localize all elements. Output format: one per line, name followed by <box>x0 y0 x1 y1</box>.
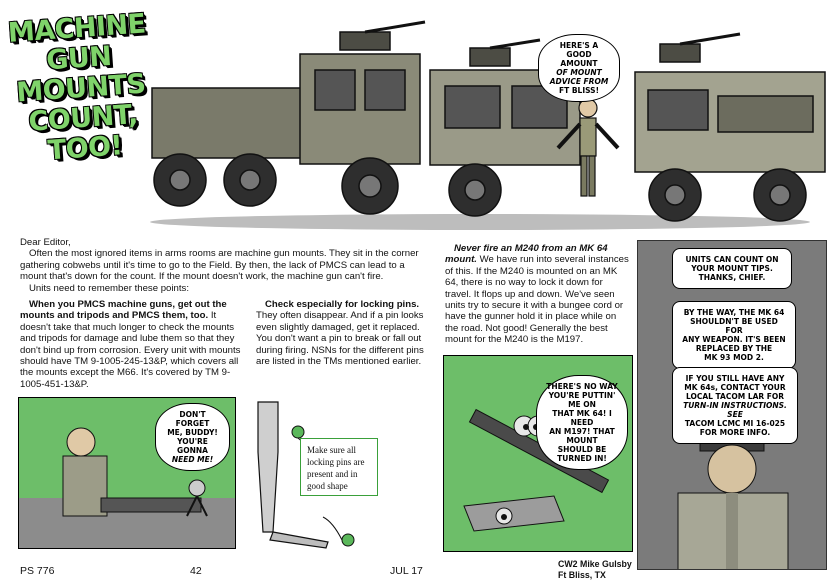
bubble-text: SHOULD BE TURNED IN! <box>557 445 607 463</box>
title-line: COUNT, <box>27 99 139 138</box>
bubble-text: AN M197! THAT MOUNT <box>549 427 615 445</box>
bubble-text: GOOD AMOUNT <box>560 50 598 68</box>
speech-bubble-gun <box>536 375 628 470</box>
bubble-text: FOR MORE INFO. <box>699 428 771 437</box>
paragraph-text: They often disappear. And if a pin looks even slightly damaged, get it replaced. You don't want a pin to break or fall out during firing. NSNs for the different pins are listed in the TMs mentioned earlier. <box>256 310 424 368</box>
footer-issue: PS 776 <box>20 565 55 577</box>
bubble-text: REPLACED BY THE <box>695 344 773 353</box>
emphasis: Check especially for locking pins. <box>265 299 420 310</box>
letter-intro <box>20 237 432 294</box>
footer-page-number: 42 <box>190 565 202 577</box>
bubble-text: FT BLISS! <box>558 86 600 95</box>
letter-column-right <box>256 299 434 367</box>
speech-bubble-top <box>538 34 620 102</box>
bubble-text: TACOM LCMC MI 16-025 <box>684 419 786 428</box>
bubble-text: ME, BUDDY! <box>167 428 218 437</box>
emphasis: When you PMCS machine guns, get out the mounts and tripods and PMCS them, too. <box>20 299 227 322</box>
title-line: TOO! <box>46 130 124 167</box>
truck-1 <box>152 22 425 214</box>
page-title <box>1 9 161 169</box>
bubble-text: THERE'S NO WAY <box>546 382 618 391</box>
bubble-text: ADVICE FROM <box>549 77 609 86</box>
bubble-text: ANY WEAPON. IT'S BEEN <box>682 335 786 344</box>
bubble-text: TURN-IN INSTRUCTIONS. SEE <box>683 401 787 419</box>
reply-bubble-3 <box>672 367 798 444</box>
bubble-text: YOUR MOUNT TIPS. <box>691 264 773 273</box>
bubble-text: MK 93 MOD 2. <box>704 353 764 362</box>
bubble-text: SHOULDN'T BE USED FOR <box>690 317 778 335</box>
letter-paragraph <box>445 243 631 346</box>
paragraph-text: We have run into several instances of this. If the M240 is mounted on an MK 64, there is no way to lock it down for travel. It flops up and down. We've seen units try to secure it with a bungee cord or have the gunner hold it in place while on the road. Not good! Generally the best mount for the M240 is the M197. <box>445 254 629 346</box>
letter-column-middle <box>445 243 631 346</box>
bubble-text: THAT MK 64! I NEED <box>552 409 612 427</box>
emphasis: Never fire an M240 from an MK 64 mount. <box>445 243 608 266</box>
speech-bubble-tripod <box>155 403 230 471</box>
bubble-text: OF MOUNT <box>556 68 602 77</box>
bubble-text: BY THE WAY, THE MK 64 <box>683 308 785 317</box>
reply-bubble-1 <box>672 248 792 289</box>
signature-name: CW2 Mike Gulsby <box>558 559 632 569</box>
letter-column-left <box>20 299 248 390</box>
footer-date: JUL 17 <box>390 565 423 577</box>
bubble-text: NEED ME! <box>171 455 214 464</box>
letter-paragraph: Units need to remember these points: <box>29 282 189 294</box>
reply-panel <box>637 240 827 570</box>
bubble-text: MK 64s, CONTACT YOUR <box>684 383 786 392</box>
letter-paragraph <box>256 299 434 367</box>
bubble-text: LOCAL TACOM LAR FOR <box>685 392 785 401</box>
bubble-text: YOU'RE PUTTIN' ME ON <box>548 391 616 409</box>
reply-bubble-2 <box>672 301 796 369</box>
signature <box>558 559 632 581</box>
bubble-text: HERE'S A <box>559 41 599 50</box>
bubble-text: IF YOU STILL HAVE ANY <box>685 374 785 383</box>
locking-pins-note: Make sure all locking pins are present and in good shape <box>300 438 378 496</box>
salutation: Dear Editor, <box>20 237 71 248</box>
signature-place: Ft Bliss, TX <box>558 570 606 580</box>
bubble-text: DON'T FORGET <box>175 410 210 428</box>
military-trucks-illustration <box>140 0 831 232</box>
paragraph-text: It doesn't take that much longer to check the mounts and tripods for damage and lube them so that they don't bind up from corrosion. Every unit with mounts should have TM 9-1005-245-13&P, which covers all the mounts except the M66. It's covered by TM 9-1005-451-13&P. <box>20 310 241 390</box>
title-line: MOUNTS <box>15 68 147 109</box>
bubble-text: UNITS CAN COUNT ON <box>685 255 779 264</box>
letter-paragraph <box>20 299 248 390</box>
letter-paragraph: Often the most ignored items in arms rooms are machine gun mounts. They sit in the corner gathering cobwebs until it's time to go to the Field. By then, the lack of PMCS can lead to a mount that's down for the count. If the mount doesn't work, the machine gun can't fire. <box>20 248 419 283</box>
title-line: MACHINE <box>6 8 147 49</box>
title-line: GUN <box>45 40 113 77</box>
truck-3 <box>635 34 825 221</box>
bubble-text: THANKS, CHIEF. <box>698 273 766 282</box>
bubble-text: YOU'RE GONNA <box>177 437 208 455</box>
